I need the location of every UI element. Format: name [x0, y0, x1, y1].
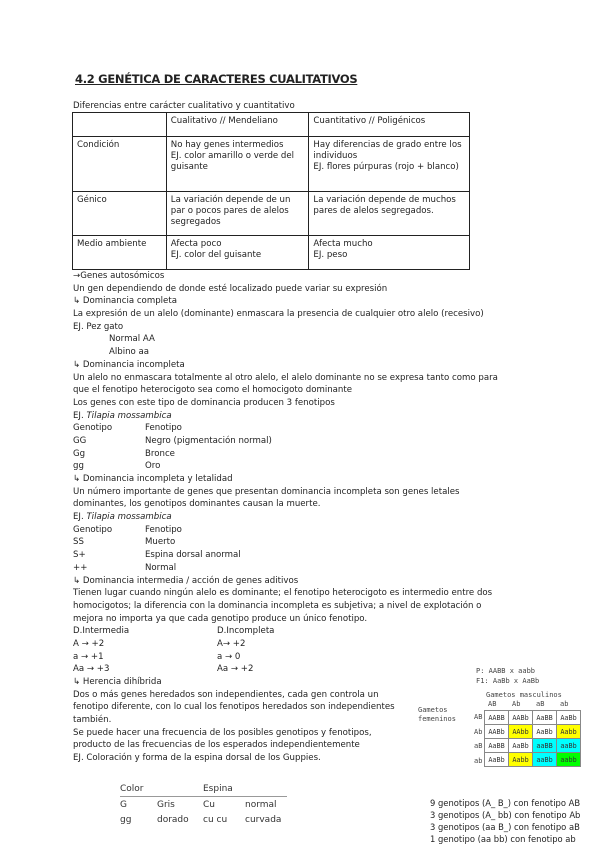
phenotype: Aa → +2	[217, 664, 254, 675]
punnett-square	[484, 710, 581, 767]
punnett-cell: AABB	[485, 711, 509, 725]
text-line	[73, 460, 543, 473]
text-line: Un gen dependiendo de donde esté localizado puede variar su expresión	[73, 283, 388, 294]
phenotype: a → 0	[217, 651, 241, 662]
summary-line: 9 genotipos (A_ B_) con fenotipo AB	[430, 798, 581, 808]
genotype: A → +2	[73, 638, 105, 649]
text-line: mejora no importa ya que cada genotipo produce un único fenotipo.	[73, 613, 368, 624]
text-line	[73, 549, 543, 562]
punnett-cell: AaBB	[533, 711, 557, 725]
genotype: gg	[73, 461, 84, 472]
text-line: ↳ Herencia dihíbrida	[73, 677, 162, 687]
guppy-header: Espina	[203, 781, 245, 797]
table-cell: Afecta mucho EJ. peso	[309, 236, 470, 270]
text-line	[73, 536, 543, 549]
text-line: también.	[73, 715, 112, 726]
genotype: Genotipo	[73, 524, 113, 535]
page-title: 4.2 GENÉTICA DE CARACTERES CUALITATIVOS	[75, 72, 358, 86]
guppy-header	[157, 781, 203, 797]
parental-cross: P: AABB x aabb	[476, 667, 536, 675]
punnett-row	[485, 753, 581, 767]
text-line: Dos o más genes heredados son independientes, cada gen controla un	[73, 689, 379, 700]
punnett-cell: AaBb	[533, 725, 557, 739]
punnett-cell: Aabb	[557, 725, 581, 739]
table-cell: Génico	[73, 192, 167, 236]
table-cell: La variación depende de un par o pocos pares de alelos segregados	[166, 192, 309, 236]
text-line: homocigotos; la diferencia con la dominancia incompleta es subjetiva; a nivel de explotación o	[73, 600, 482, 611]
table-cell: Medio ambiente	[73, 236, 167, 270]
punnett-cell: AAbb	[509, 725, 533, 739]
text-line	[73, 448, 543, 461]
f1-cross: F1: AaBb x AaBb	[476, 677, 540, 685]
table-row	[73, 192, 470, 236]
text-line: EJ. Coloración y forma de la espina dorsal de los Guppies.	[73, 753, 321, 764]
text-line	[73, 422, 543, 435]
guppy-cell: G	[120, 799, 127, 810]
text-line: Tienen lugar cuando ningún alelo es dominante; el fenotipo heterocigoto es intermedio entre dos	[73, 588, 493, 599]
genotype: Aa → +3	[73, 664, 110, 675]
text-line: ↳ Dominancia incompleta y letalidad	[73, 474, 233, 484]
phenotype: Bronce	[145, 448, 175, 459]
comparison-table	[72, 112, 470, 270]
punnett-col-label: ab	[560, 700, 569, 708]
summary-line: 3 genotipos (A_ bb) con fenotipo Ab	[430, 810, 581, 820]
text-line	[73, 435, 543, 448]
genotype: D.Intermedia	[73, 626, 130, 637]
text-line: Los genes con este tipo de dominancia producen 3 fenotipos	[73, 397, 335, 408]
text-line: dominantes, los genotipos dominantes causan la muerte.	[73, 499, 321, 510]
text-line	[73, 562, 543, 575]
phenotype-summary	[430, 797, 580, 845]
text-line	[73, 651, 543, 664]
punnett-col-label: aB	[536, 700, 545, 708]
text-line	[73, 625, 543, 638]
phenotype: Oro	[145, 461, 161, 472]
phenotype: Fenotipo	[145, 423, 182, 434]
text-line	[73, 410, 543, 423]
punnett-row	[485, 725, 581, 739]
phenotype: A→ +2	[217, 638, 246, 649]
phenotype: Negro (pigmentación normal)	[145, 435, 272, 446]
punnett-row-label: ab	[474, 756, 483, 765]
punnett-cell: aaBB	[533, 739, 557, 753]
punnett-cell: aaBb	[557, 739, 581, 753]
phenotype: Fenotipo	[145, 524, 182, 535]
guppy-cell: curvada	[245, 814, 282, 825]
species-name: Tilapia mossambica	[86, 512, 172, 523]
phenotype: Muerto	[145, 537, 176, 548]
phenotype: Espina dorsal anormal	[145, 550, 241, 561]
text-line: →Genes autosómicos	[73, 271, 165, 281]
phenotype: Normal	[145, 562, 177, 573]
male-gametes-label: Gametos masculinos	[486, 691, 562, 699]
table-row	[73, 236, 470, 270]
text-line	[73, 663, 543, 676]
punnett-row	[485, 739, 581, 753]
punnett-col-label: Ab	[512, 700, 521, 708]
text-line: La expresión de un alelo (dominante) enmascara la presencia de cualquier otro alelo (recesivo)	[73, 309, 484, 320]
table-cell: La variación depende de muchos pares de alelos segregados.	[309, 192, 470, 236]
genotype: a → +1	[73, 651, 104, 662]
text-line: que el fenotipo heterocigoto sea como el homocigoto dominante	[73, 385, 353, 396]
genotype: ++	[73, 562, 88, 573]
guppy-cell: cu cu	[203, 814, 228, 825]
guppy-cell: Gris	[157, 799, 175, 810]
table-caption: Diferencias entre carácter cualitativo y cuantitativo	[73, 101, 295, 111]
body-text	[73, 270, 543, 765]
text-line: Se puede hacer una frecuencia de los posibles genotipos y fenotipos,	[73, 727, 372, 738]
punnett-cell: AaBb	[509, 739, 533, 753]
table-row	[73, 137, 470, 192]
text-line	[73, 524, 543, 537]
punnett-cell: aabb	[557, 753, 581, 767]
table-header	[73, 113, 167, 137]
guppy-cell: dorado	[157, 814, 189, 825]
text-line: ↳ Dominancia intermedia / acción de genes aditivos	[73, 575, 299, 586]
text-line	[73, 511, 543, 524]
table-header: Cualitativo // Mendeliano	[166, 113, 309, 137]
punnett-cell: AaBb	[557, 711, 581, 725]
table-cell: Hay diferencias de grado entre los individuos EJ. flores púrpuras (rojo + blanco)	[309, 137, 470, 192]
table-cell: No hay genes intermedios EJ. color amarillo o verde del guisante	[166, 137, 309, 192]
punnett-cell: Aabb	[509, 753, 533, 767]
text-line: Albino aa	[109, 347, 150, 358]
guppy-cell: Cu	[203, 799, 215, 810]
guppy-cell: gg	[120, 814, 132, 825]
text-line: producto de las frecuencias de los esperados independientemente	[73, 740, 360, 751]
punnett-cell: AaBb	[485, 753, 509, 767]
guppy-row	[120, 812, 287, 827]
text-line: Normal AA	[109, 334, 155, 345]
guppy-row	[120, 797, 287, 812]
text-line: ↳ Dominancia completa	[73, 296, 177, 307]
genotype: GG	[73, 435, 87, 446]
example-label: EJ.	[73, 512, 87, 523]
punnett-row	[485, 711, 581, 725]
female-gametes-label: Gametos	[418, 706, 448, 714]
punnett-row-label: Ab	[474, 727, 483, 736]
guppy-header-row	[120, 781, 287, 797]
example-label: EJ.	[73, 410, 87, 421]
table-header: Cuantitativo // Poligénicos	[309, 113, 470, 137]
female-gametes-label: femeninos	[418, 715, 456, 723]
text-line: EJ. Pez gato	[73, 321, 124, 332]
phenotype: D.Incompleta	[217, 626, 275, 637]
punnett-cell: AaBB	[485, 739, 509, 753]
text-line: Un alelo no enmascara totalmente al otro alelo, el alelo dominante no se expresa tanto como para	[73, 372, 498, 383]
summary-line: 3 genotipos (aa B_) con fenotipo aB	[430, 822, 580, 832]
punnett-col-label: AB	[488, 700, 497, 708]
punnett-row-label: AB	[474, 713, 483, 721]
punnett-cell: AABb	[485, 725, 509, 739]
summary-line: 1 genotipo (aa bb) con fenotipo ab	[430, 834, 576, 844]
species-name: Tilapia mossambica	[86, 410, 172, 421]
guppy-cell: normal	[245, 799, 277, 810]
guppy-table	[120, 781, 287, 827]
genotype: Genotipo	[73, 423, 113, 434]
table-cell: Condición	[73, 137, 167, 192]
punnett-cell: aaBb	[533, 753, 557, 767]
table-cell: Afecta poco EJ. color del guisante	[166, 236, 309, 270]
genotype: SS	[73, 537, 84, 548]
text-line: ↳ Dominancia incompleta	[73, 359, 185, 370]
guppy-header: Color	[120, 781, 157, 797]
text-line: fenotipo diferente, con lo cual los fenotipos heredados son independientes	[73, 702, 395, 713]
table-header-row	[73, 113, 470, 137]
text-line: Un número importante de genes que presentan dominancia incompleta son genes letales	[73, 486, 460, 497]
punnett-cell: AABb	[509, 711, 533, 725]
genotype: S+	[73, 550, 86, 561]
genotype: Gg	[73, 448, 86, 459]
punnett-row-label: aB	[474, 742, 483, 750]
text-line	[73, 638, 543, 651]
guppy-header	[245, 781, 287, 797]
